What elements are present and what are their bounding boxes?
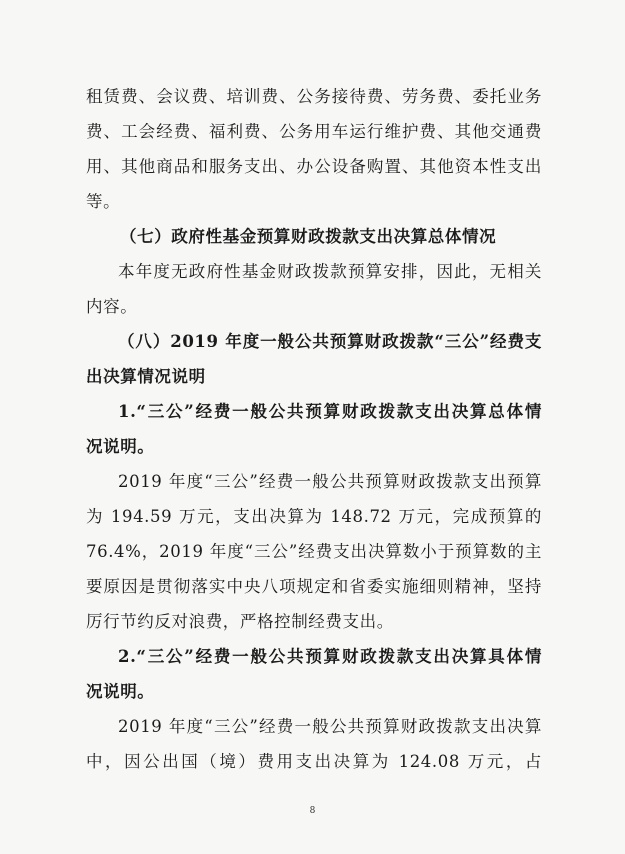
section-heading-8-cont: 出决算情况说明 [86, 367, 206, 386]
text-line: 本年度无政府性基金财政拨款预算安排，因此，无相关 [118, 262, 542, 281]
text-line: 中，因公出国（境）费用支出决算为 124.08 万元，占 [86, 752, 542, 771]
text-line: 为 194.59 万元，支出决算为 148.72 万元，完成预算的 [86, 507, 542, 526]
text-line: 费、工会经费、福利费、公务用车运行维护费、其他交通费 [86, 122, 542, 141]
subsection-heading-2: 2.“三公”经费一般公共预算财政拨款支出决算具体情 [118, 647, 542, 666]
text-line: 要原因是贯彻落实中央八项规定和省委实施细则精神，坚持 [86, 577, 542, 596]
text-line: 用、其他商品和服务支出、办公设备购置、其他资本性支出 [86, 157, 542, 176]
section-heading-7: （七）政府性基金预算财政拨款支出决算总体情况 [120, 227, 497, 246]
text-line: 76.4%，2019 年度“三公”经费支出决算数小于预算数的主 [86, 542, 542, 561]
text-line: 厉行节约反对浪费，严格控制经费支出。 [86, 612, 394, 631]
subsection-heading-1-cont: 况说明。 [86, 437, 155, 456]
text-line: 内容。 [86, 297, 138, 316]
subsection-heading-2-cont: 况说明。 [86, 682, 155, 701]
section-heading-8: （八）2019 年度一般公共预算财政拨款“三公”经费支 [118, 332, 542, 351]
text-line: 等。 [86, 192, 121, 211]
text-line: 2019 年度“三公”经费一般公共预算财政拨款支出决算 [118, 717, 542, 736]
page-number: 8 [309, 806, 316, 816]
text-line: 租赁费、会议费、培训费、公务接待费、劳务费、委托业务 [86, 87, 542, 106]
text-line: 2019 年度“三公”经费一般公共预算财政拨款支出预算 [118, 472, 542, 491]
subsection-heading-1: 1.“三公”经费一般公共预算财政拨款支出决算总体情 [118, 402, 542, 421]
